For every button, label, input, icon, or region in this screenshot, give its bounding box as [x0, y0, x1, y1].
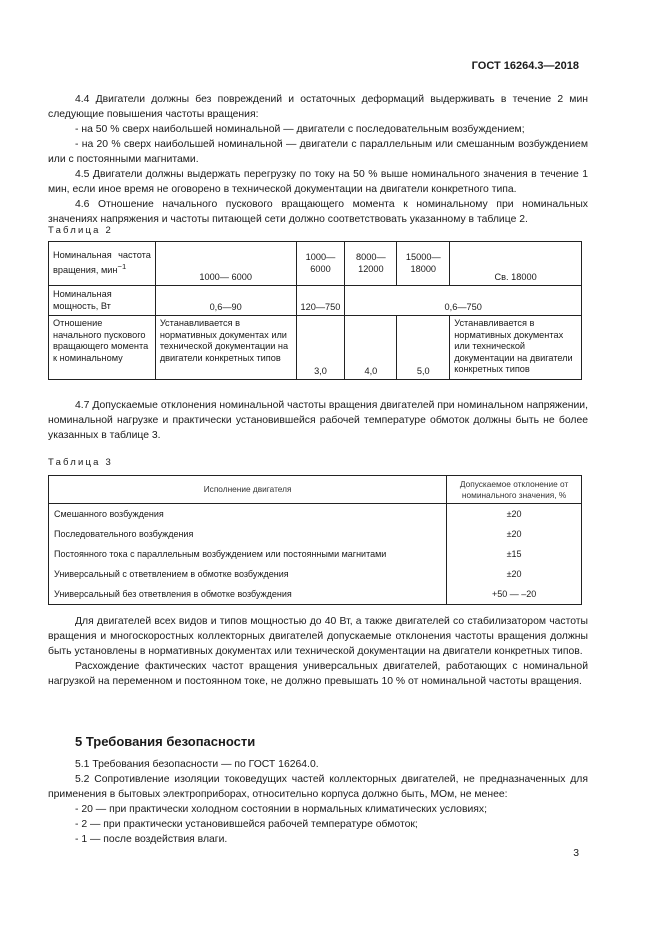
page-number: 3	[573, 848, 579, 859]
clause-4-4-intro: 4.4 Двигатели должны без повреждений и остаточных деформаций выдерживать в течение 2 мин следующие повышения частоты вращения:	[48, 94, 588, 120]
table-header-row	[49, 476, 582, 504]
table-3-caption: Таблица 3	[48, 457, 113, 468]
table-3	[48, 475, 582, 605]
clause-4-4-item-1: - на 50 % сверх наибольшей номинальной — двигатели с последовательным возбуждением;	[75, 124, 525, 135]
table-cell: 0,6—90	[155, 286, 296, 316]
paragraph: Для двигателей всех видов и типов мощностью до 40 Вт, а также двигателей со стабилизатором частоты вращения и многоскоростных коллекторных двигателей допускаемые отклонения частоты вращения должны быть установлены в нормативных документах или технической документации на двигатели конкретных типов.	[48, 616, 588, 657]
section-5-title: 5 Требования безопасности	[75, 734, 256, 749]
table-cell: Универсальный без ответвления в обмотке возбуждения	[49, 584, 447, 605]
table-row	[49, 286, 582, 316]
document-header: ГОСТ 16264.3—2018	[471, 60, 579, 72]
table-cell: ±15	[447, 544, 582, 564]
clause-4-7: 4.7 Допускаемые отклонения номинальной частоты вращения двигателей при номинальном напряжении, номинальной нагрузке и практически установившейся рабочей температуре обмоток должны быть не более указанных в таблице 3.	[48, 400, 588, 441]
table-cell: ±20	[447, 504, 582, 525]
table-cell: +50 — –20	[447, 584, 582, 605]
table-header-cell: Исполнение двигателя	[49, 476, 447, 504]
clause-4-4	[48, 92, 588, 227]
table-cell: 0,6—750	[345, 286, 582, 316]
table-row	[49, 544, 582, 564]
clause-4-6: 4.6 Отношение начального пускового вращающего момента к номинальному при номинальных значениях напряжения и частоты питающей сети должно соответствовать указанному в таблице 2.	[48, 199, 588, 225]
table-cell: Устанавливается в нормативных документах или технической документации на двигатели конкретных типов	[450, 316, 582, 380]
table-cell: 120—750	[296, 286, 345, 316]
table-cell: Св. 18000	[450, 242, 582, 286]
table-cell: 4,0	[345, 316, 397, 380]
table-row	[49, 242, 582, 286]
table-cell: ±20	[447, 564, 582, 584]
list-item: - 1 — после воздействия влаги.	[75, 834, 228, 845]
table-cell: Последовательного возбуждения	[49, 524, 447, 544]
paragraph: Расхождение фактических частот вращения универсальных двигателей, работающих с номинальной нагрузкой на переменном и постоянном токе, не должно превышать 10 % от номинальной частоты вращения.	[48, 661, 588, 687]
table-2-caption: Таблица 2	[48, 225, 113, 236]
table-cell: 8000—12000	[345, 242, 397, 286]
table-cell: Смешанного возбуждения	[49, 504, 447, 525]
clause-5-1: 5.1 Требования безопасности — по ГОСТ 16264.0.	[75, 759, 319, 770]
table-row	[49, 524, 582, 544]
table-cell: 1000—6000	[296, 242, 345, 286]
table-row	[49, 564, 582, 584]
table-cell: 5,0	[397, 316, 450, 380]
table-row	[49, 504, 582, 525]
table-cell: 15000—18000	[397, 242, 450, 286]
list-item: - 20 — при практически холодном состоянии в нормальных климатических условиях;	[75, 804, 487, 815]
clause-4-4-item-2: - на 20 % сверх наибольшей номинальной — двигатели с параллельным или смешанным возбуждением или с постоянными магнитами.	[48, 139, 588, 165]
table-cell: ±20	[447, 524, 582, 544]
clause-4-5: 4.5 Двигатели должны выдержать перегрузку по току на 50 % выше номинального значения в течение 1 мин, если иное время не оговорено в технической документации на двигатели конкретного типа.	[48, 169, 588, 195]
table-row	[49, 584, 582, 605]
clause-5-2: 5.2 Сопротивление изоляции токоведущих частей коллекторных двигателей, не предназначенных для применения в бытовых электроприборах, относительно корпуса должно быть, МОм, не менее:	[48, 774, 588, 800]
table-cell: Постоянного тока с параллельным возбуждением или постоянными магнитами	[49, 544, 447, 564]
table-cell: Номинальная мощность, Вт	[49, 286, 156, 316]
list-item: - 2 — при практически установившейся рабочей температуре обмоток;	[75, 819, 418, 830]
table-row	[49, 316, 582, 380]
table-cell: Универсальный с ответвлением в обмотке возбуждения	[49, 564, 447, 584]
table-cell: Устанавливается в нормативных документах или технической документации на двигатели конкретных типов	[155, 316, 296, 380]
table-cell: 1000— 6000	[155, 242, 296, 286]
table-cell: Номинальная частота вращения, мин$^{-1}$	[49, 242, 156, 286]
table-cell: 3,0	[296, 316, 345, 380]
notes-block	[48, 614, 588, 689]
section-5-body	[48, 757, 588, 847]
table-2	[48, 241, 582, 380]
table-cell: Отношение начального пускового вращающего момента к номинальному	[49, 316, 156, 380]
table-header-cell: Допускаемое отклонение от номинального значения, %	[447, 476, 582, 504]
